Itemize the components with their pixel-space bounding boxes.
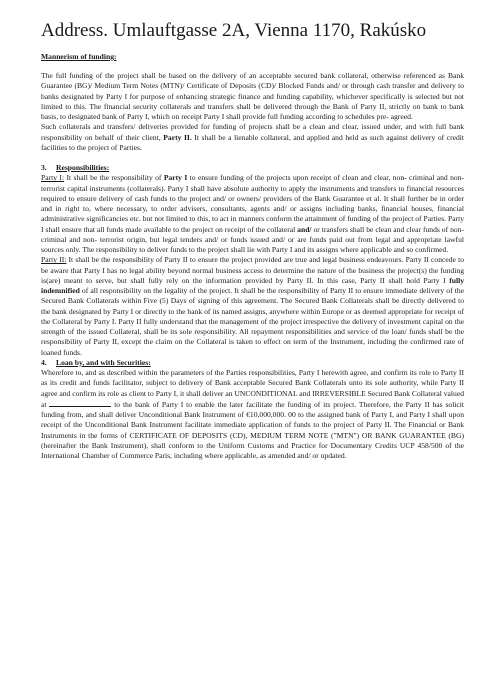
loan-paragraph: [41, 368, 464, 461]
mannerism-p2-text: Such collaterals and transfers/ deliveries provided for funding of projects shall be a clean and clear, issued under, and with full bank responsibility on behalf of their client,: [41, 122, 464, 142]
party1-paragraph: [41, 173, 464, 255]
section-title: Loan by, and with Securities:: [56, 357, 151, 367]
loan-heading: [41, 358, 464, 368]
party1-bold-and: and/: [297, 224, 312, 234]
mannerism-p2-party: Party II.: [163, 132, 192, 142]
loan-text-a: Wherefore to, and as described within the parameters of the Parties responsibilities, Party I herewith agree, and confirm its role to Party II as its credit and funds facilitator, subject to delivery of Bank acceptable Secured Bank Collaterals unto its sole authority, while Party II agree and confirm its role as client to Party I, it shall deliver an UNCONDITIONAL and IRREVERSIBLE Secured Bank Collateral valued at: [41, 368, 464, 409]
party2-paragraph: [41, 255, 464, 358]
mannerism-p2-text-end: It shall be a lienable collateral, and applied and held as such against delivery of credit facilities to the project of Parties.: [41, 132, 464, 152]
section-title: Responsibilities:: [56, 163, 110, 172]
address-heading: Address. Umlauftgasse 2A, Vienna 1170, Rakúsko: [41, 20, 427, 41]
party1-text-c: or transfers shall be clean and clear funds of non- criminal and non- terrorist origin, but legal tenders and/ or funds issued and/ or are funds paid out from legal and appropriate lawful sources only. The responsibility to deliver funds to the project shall lie with Party I and its assigns where applicable and so confirmed.: [41, 224, 464, 254]
responsibilities-heading: [41, 163, 464, 173]
party2-bold: fully indemnified: [41, 275, 464, 295]
party1-text-b: to ensure funding of the projects upon receipt of clean and clear, non- criminal and non- terrorist capital instruments (collaterals). Party I shall have absolute authority to apply the instruments and transfers to financial resources required to ensure delivery of cash funds to the project and/ or owners/ providers of the Bank Guarantee et al. It shall further be in order and in right to, where necessary, to order advisers, consultants, agents and/ or assigns including banks, financial houses, financial administrative significancies etc. but not limited to this, to act in manners conform the attainment of funding of the project of Parties. Party I shall ensure that all funds made available to the project on receipt of the collateral: [41, 173, 464, 234]
section-number: 4.: [41, 357, 47, 367]
section-number: 3.: [41, 163, 47, 172]
mannerism-title: Mannerism of funding:: [41, 52, 117, 61]
party2-label: Party II:: [41, 255, 67, 265]
loan-text-b: to the bank of Party I to enable the later facilitate the funding of its project. Therefore, the Party II has solicit funding from, and shall deliver Unconditional Bank Instrument of €10,000,000. 00 to the assigned bank of Party I, and Party I shall upon receipt of the Unconditional Bank Instrument facilitate immediate application of funds to the project of Party II. The Financial or Bank Instruments in the forms of CERTIFICATE OF DEPOSITS (CD), MEDIUM TERM NOTE ("MTN") OR BANK GUARANTEE (BG) (hereinafter the Bank Instrument), shall conform to the Uniform Customs and Practice for Documentary Credits UCP 458/500 of the International Chamber of Commerce Paris, including where applicable, as amended and/ or updated.: [41, 399, 465, 460]
party1-label: Party I:: [41, 173, 65, 183]
party2-text-b: of all responsibility on the legality of the project. It shall be the responsibility of Party II to ensure immediate delivery of the Secured Bank Collaterals within Five (5) Days of signing of this agreement. The Secured Bank Collaterals shall be directly delivered to the bank designated by Party I or directly to the bank of its named assigns, anywhere within Europe or as deemed appropriate for receipt of the Collateral by Party I. Party II fully understand that the management of the project irrespective the delivery of investment capital on the strength of the issued Collateral, shall be its sole responsibility. All repayment responsibilities and service of the loan/ funds shall be the responsibility of Party II, except the claim on the Collateral is taken to effect on term of the Instrument, including the confirmed rate of loaned funds.: [41, 286, 464, 357]
party2-text-a: It shall be the responsibility of Party II to ensure the project provided are true and legal business endeavours. Party II concede to be aware that Party I has no legal ability beyond normal business access to determine the nature of the business the project(s) the funding is(are) meant to serve, but shall fully rely on the information provided by Party II. In this case, Party II shall hold Party I: [41, 255, 464, 285]
mannerism-paragraph-1: The full funding of the project shall be based on the delivery of an acceptable secured bank collateral, otherwise referenced as Bank Guarantee (BG)/ Medium Term Notes (MTN)/ Certificate of Deposits (CD)/ Blocked Funds and/ or through cash transfer and delivery to banks designated by Party I for purpose of enhancing strategic finance and funding capability, whichever specifically is selected but not limited to this. The financial security collaterals and transfers shall be delivered through the Bank of Party II, strictly on bank to bank basis, to designated bank of Party I, which on receipt Party I shall provide full funding according to schedules pre- agreed.: [41, 71, 464, 121]
party1-text-a: It shall be the responsibility of: [64, 173, 164, 183]
party1-bold: Party I: [163, 173, 188, 183]
mannerism-paragraph-2: [41, 122, 464, 153]
value-blank-line: [49, 399, 111, 407]
